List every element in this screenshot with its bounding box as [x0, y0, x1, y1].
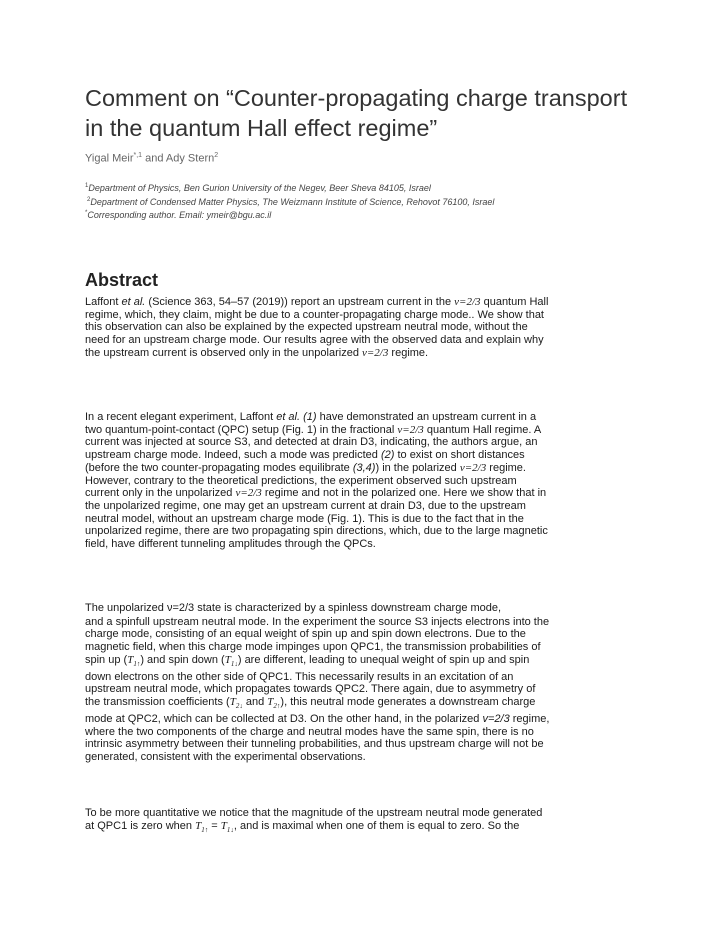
affiliation-line	[85, 208, 494, 222]
abstract-line: the upstream current is observed only in the unpolarized ν=2/3 regime.	[85, 346, 429, 359]
author-affil-mark: 2	[214, 152, 219, 159]
abstract-line: Laffont et al. (Science 363, 54–57 (2019)) report an upstream current in the ν=2/3 quantum Hall	[85, 296, 549, 308]
affiliation-line	[85, 195, 494, 209]
affiliation-text: Corresponding author. Email: ymeir@bgu.ac.il	[87, 210, 272, 220]
affiliation-mark: 2	[87, 196, 91, 203]
author-list	[85, 152, 218, 165]
abstract-line: need for an upstream charge mode. Our results agree with the observed data and explain why	[85, 334, 544, 347]
paper-title	[85, 83, 645, 143]
affiliations	[85, 181, 494, 222]
author-affil-mark: *,1	[133, 152, 143, 159]
affiliation-text: Department of Condensed Matter Physics, The Weizmann Institute of Science, Rehovot 76100, Israel	[90, 196, 495, 207]
author-conjunction: and	[142, 152, 166, 165]
author-name: Yigal Meir	[85, 152, 134, 165]
abstract-body	[85, 296, 637, 360]
body-paragraph-3: To be more quantitative we notice that the magnitude of the upstream neutral mode generated at QPC1 is zero when $T_{1↑} = T_{1↓}$, and is maximal when one of them is equal to zero. So the	[85, 807, 543, 834]
affiliation-mark: 1	[85, 183, 89, 189]
title-line: Comment on “Counter-propagating charge transport	[85, 85, 628, 111]
title-line: in the quantum Hall effect regime”	[85, 115, 438, 141]
body-paragraph-2: The unpolarized ν=2/3 state is characterized by a spinless downstream charge mode, and a spinfull upstream neutral mode. In the experiment the source S3 injects electrons into the charge mode, consisting of an equal weight of spin up and spin down electrons. Due to the magnetic field, when this charge mode impinges upon QPC1, the transmission probabilities of spin up $(T_{1↑})$ and spin down $(T_{1↓})$ are different, leading to unequal weight of spin up and spin down electrons on the other side of QPC1. This necessarily results in an excitation of an upstream neutral mode, which propagates towards QPC2. There again, due to asymmetry of the transmission coefficients ($T_{2↓}$ and $T_{2↑}$), this neutral mode generates a downstream charge mode at QPC2, which can be collected at D3. On the other hand, in the polarized v=2/3 regime, where the two components of the charge and neutral modes have the same spin, there is no intrinsic asymmetry between their tunneling probabilities, and thus upstream charge will not be generated, consistent with the experimental observations.	[85, 602, 550, 764]
abstract-line: regime, which, they claim, might be due to a counter-propagating charge mode.. We show that	[85, 308, 544, 321]
author-name: Ady Stern	[165, 152, 215, 165]
abstract-heading: Abstract	[85, 270, 159, 290]
abstract-line: this observation can also be explained by the expected upstream neutral mode, without the	[85, 321, 528, 334]
affiliation-text: Department of Physics, Ben Gurion University of the Negev, Beer Sheva 84105, Israel	[88, 183, 431, 193]
affiliation-line	[85, 181, 494, 195]
affiliation-mark: *	[85, 210, 88, 216]
body-paragraph-1: In a recent elegant experiment, Laffont et al. (1) have demonstrated an upstream current in a two quantum-point-contact (QPC) setup (Fig. 1) in the fractional ν=2/3 quantum Hall regime. A current was injected at source S3, and detected at drain D3, indicating, the authors argue, an upstream charge mode. Indeed, such a mode was predicted (2) to exist on short distances (before the two counter-propagating modes equilibrate (3,4)) in the polarized ν=2/3 regime. However, contrary to the theoretical predictions, the experiment observed such upstream current only in the unpolarized ν=2/3 regime and not in the polarized one. Here we show that in the unpolarized regime, one may get an upstream current at drain D3, due to the upstream neutral model, without an upstream charge mode (Fig. 1). This is due to the fact that in the unpolarized regime, there are two propagating spin directions, which, due to the large magnetic field, have different tunneling amplitudes through the QPCs.	[85, 411, 548, 551]
